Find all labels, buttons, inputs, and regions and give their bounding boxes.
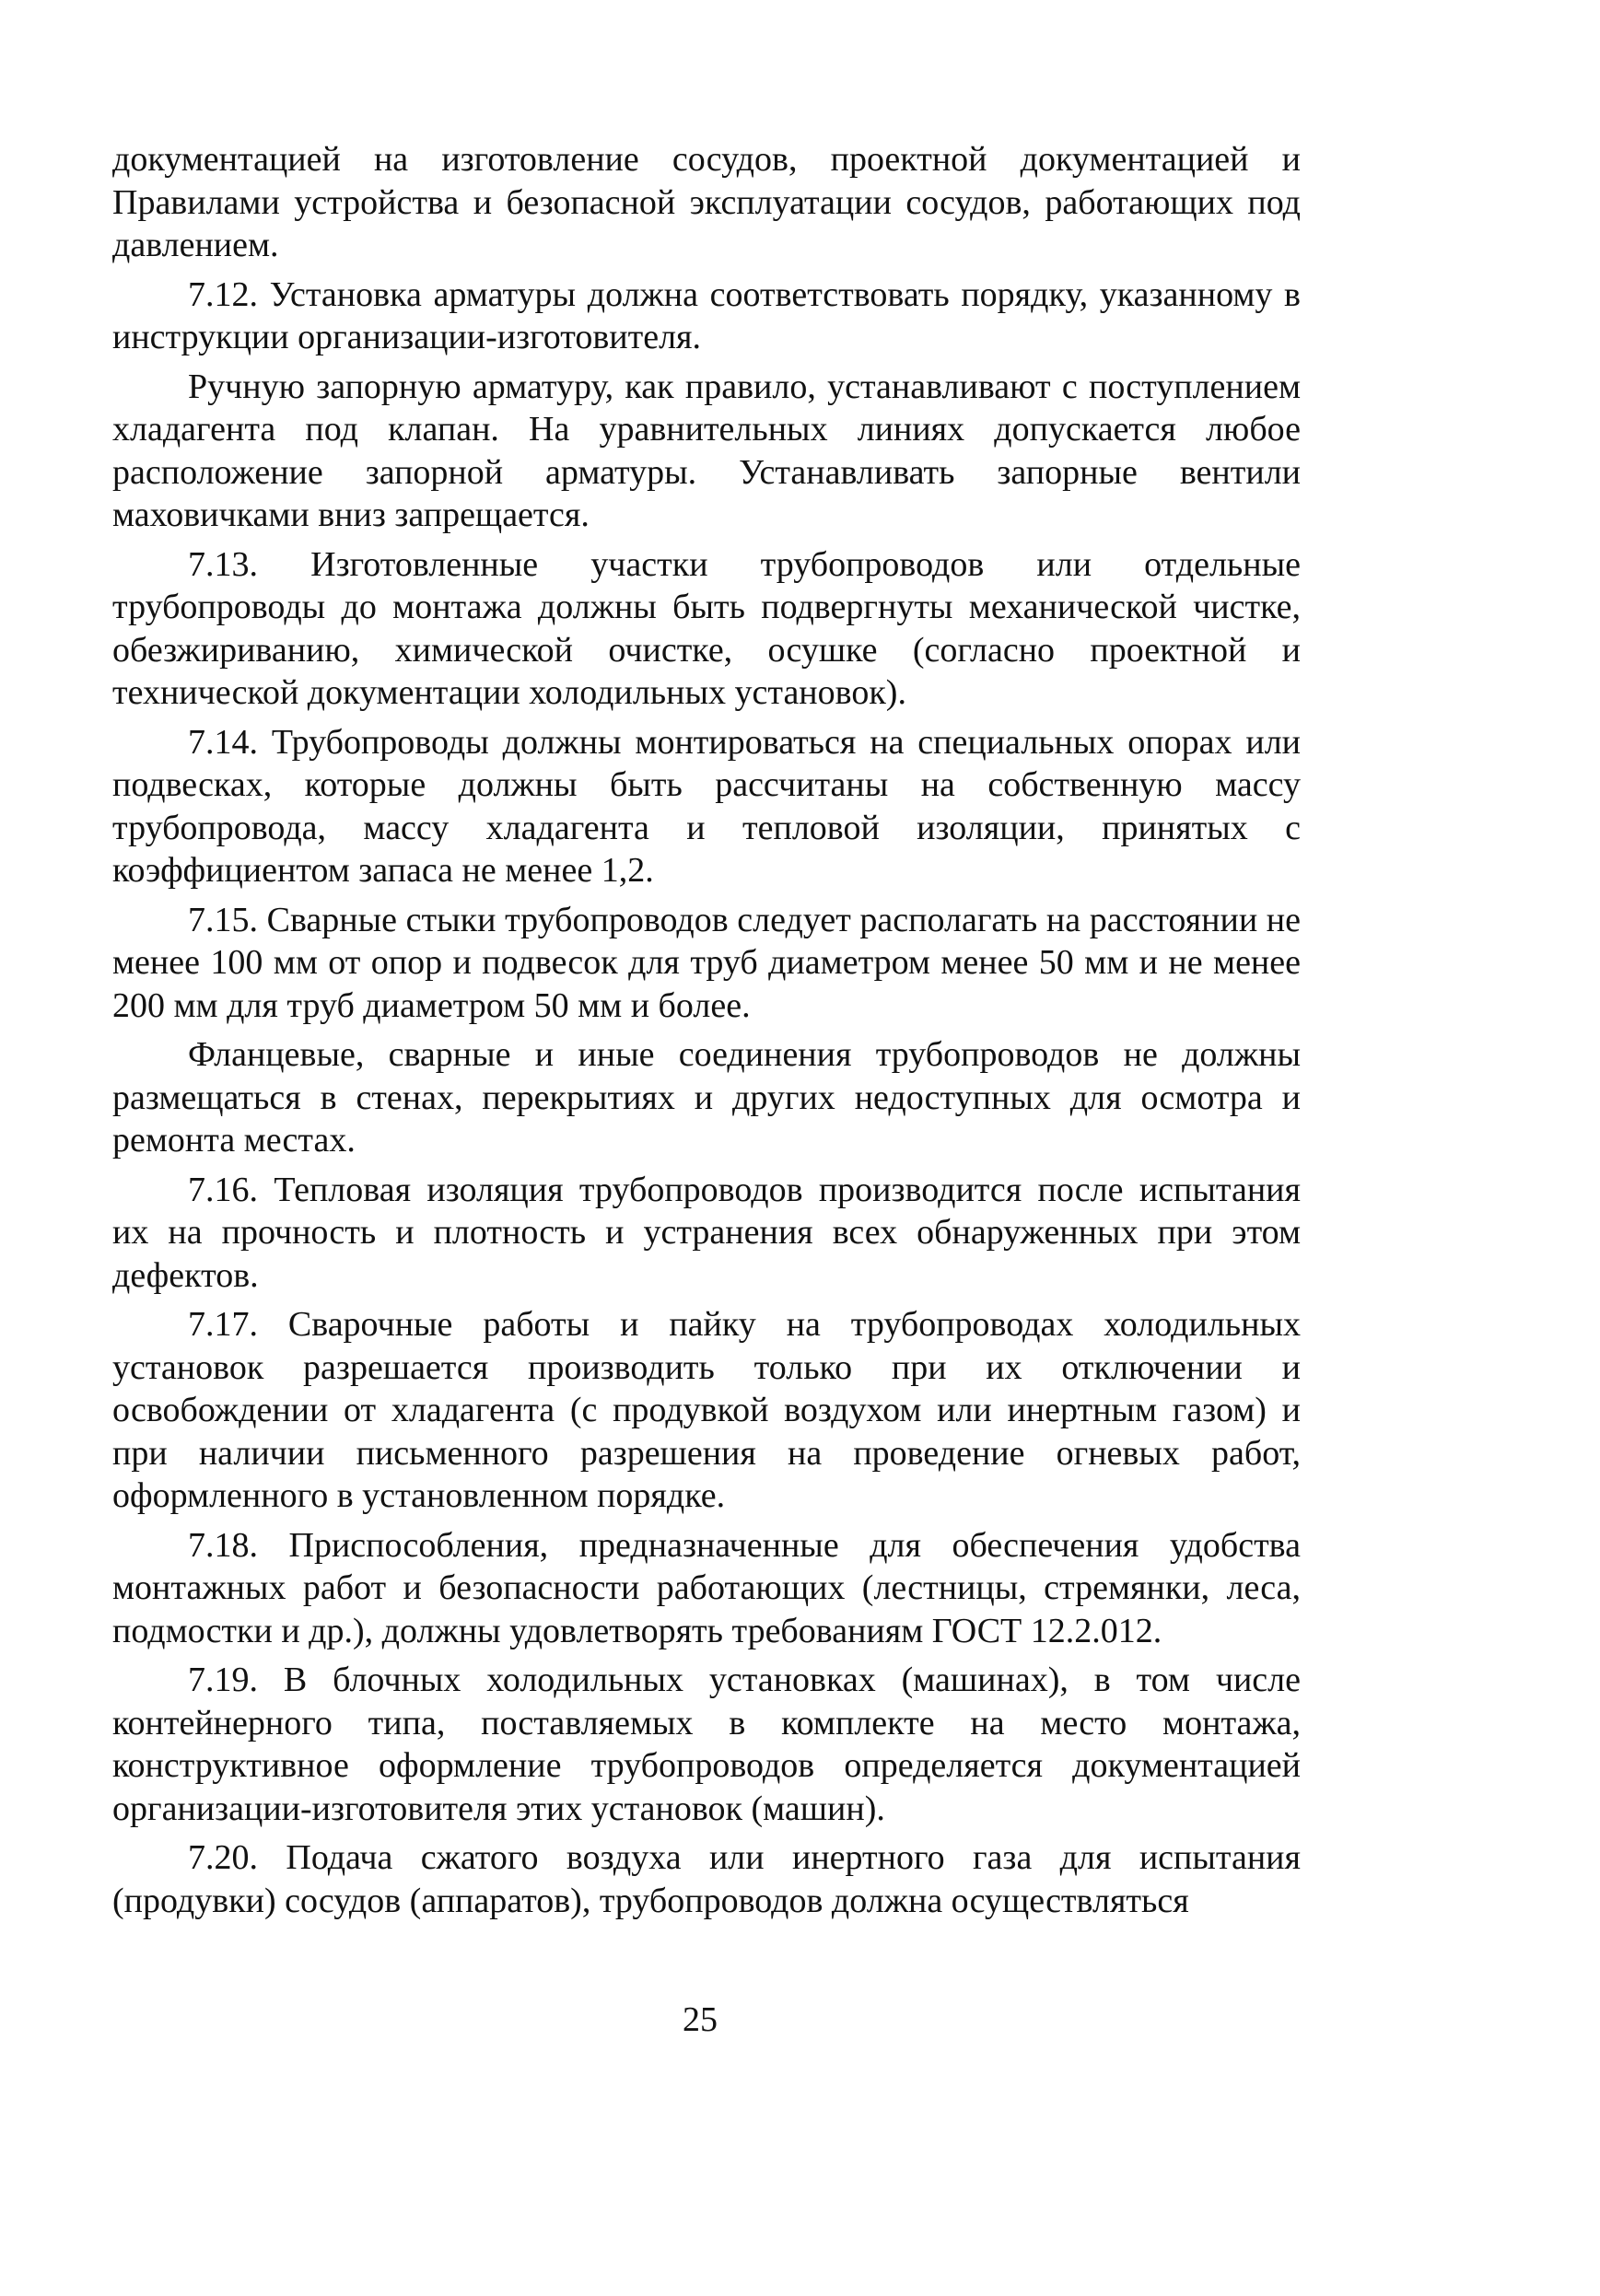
paragraph-7-12: 7.12. Установка арматуры должна соответствовать порядку, указанному в инструкции организации-изготовителя.: [112, 274, 1301, 356]
paragraph-continuation: документацией на изготовление сосудов, проектной документацией и Правилами устройства и безопасной эксплуатации сосудов, работающих под давлением.: [112, 140, 1301, 264]
page-number: 25: [683, 2000, 718, 2039]
paragraph-7-20: 7.20. Подача сжатого воздуха или инертного газа для испытания (продувки) сосудов (аппаратов), трубопроводов должна осуществляться: [112, 1838, 1301, 1920]
paragraph-7-16: 7.16. Тепловая изоляция трубопроводов производится после испытания их на прочность и плотность и устранения всех обнаруженных при этом дефектов.: [112, 1170, 1301, 1295]
paragraph-7-18: 7.18. Приспособления, предназначенные для обеспечения удобства монтажных работ и безопасности работающих (лестницы, стремянки, леса, подмостки и др.), должны удовлетворять требованиям ГОСТ 12.2.012.: [112, 1525, 1301, 1650]
paragraph-shutoff-valves: Ручную запорную арматуру, как правило, устанавливают с поступлением хладагента под клапан. На уравнительных линиях допускается любое расположение запорной арматуры. Устанавливать запорные вентили маховичками вниз запрещается.: [112, 367, 1301, 534]
paragraph-7-17: 7.17. Сварочные работы и пайку на трубопроводах холодильных установок разрешается производить только при их отключении и освобождении от хладагента (с продувкой воздухом или инертным газом) и при наличии письменного разрешения на проведение огневых работ, оформленного в установленном порядке.: [112, 1305, 1301, 1515]
body-text: [112, 138, 1301, 1922]
paragraph-7-13: 7.13. Изготовленные участки трубопроводов или отдельные трубопроводы до монтажа должны быть подвергнуты механической чистке, обезжириванию, химической очистке, осушке (согласно проектной и технической документации холодильных установок).: [112, 544, 1301, 712]
paragraph-7-14: 7.14. Трубопроводы должны монтироваться на специальных опорах или подвесках, которые должны быть рассчитаны на собственную массу трубопровода, массу хладагента и тепловой изоляции, принятых с коэффициентом запаса не менее 1,2.: [112, 722, 1301, 890]
paragraph-joints-placement: Фланцевые, сварные и иные соединения трубопроводов не должны размещаться в стенах, перекрытиях и других недоступных для осмотра и ремонта местах.: [112, 1035, 1301, 1160]
paragraph-7-19: 7.19. В блочных холодильных установках (машинах), в том числе контейнерного типа, поставляемых в комплекте на место монтажа, конструктивное оформление трубопроводов определяется документацией организации-изготовителя этих установок (машин).: [112, 1661, 1301, 1828]
paragraph-7-15: 7.15. Сварные стыки трубопроводов следует располагать на расстоянии не менее 100 мм от опор и подвесок для труб диаметром менее 50 мм и не менее 200 мм для труб диаметром 50 мм и более.: [112, 900, 1301, 1025]
